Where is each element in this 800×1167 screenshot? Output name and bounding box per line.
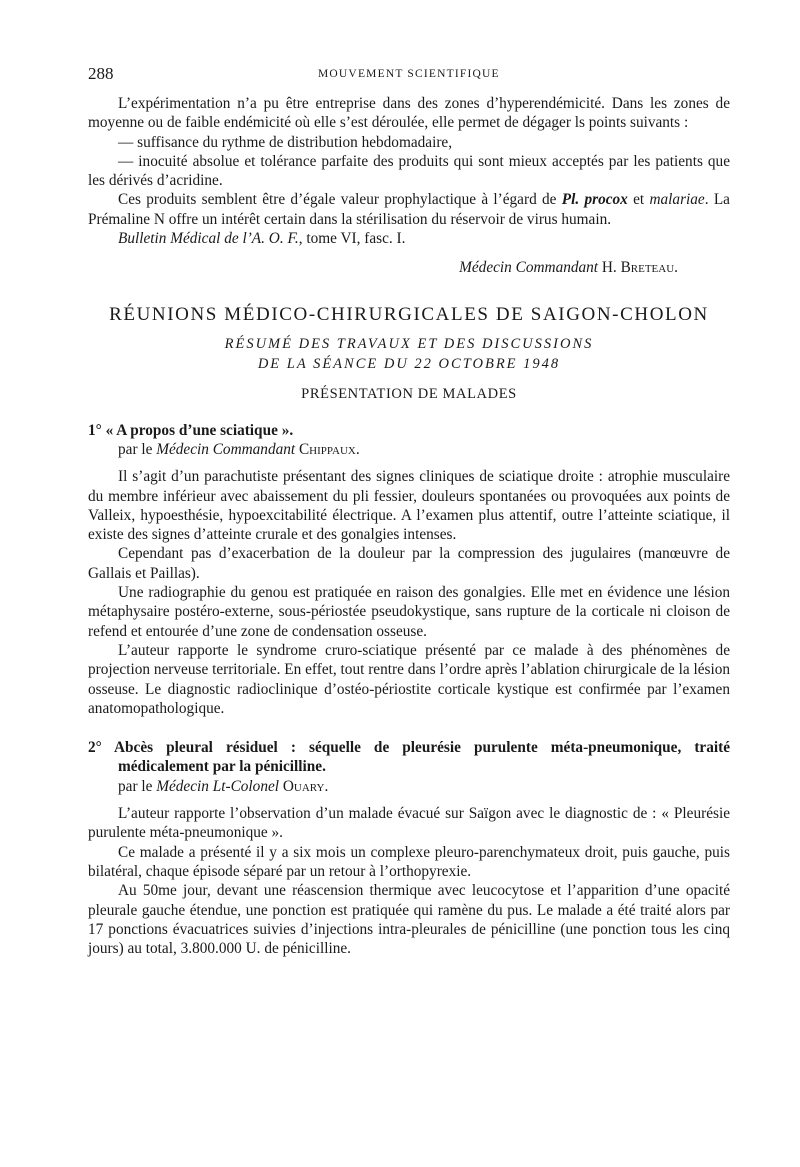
species-name: Pl. procox: [561, 191, 628, 209]
text-span: Ces produits semblent être d’égale valeur prophylactique à l’égard de: [118, 191, 562, 209]
reference-title: Bulletin Médical de l’A. O. F.: [118, 230, 299, 248]
case-byline: [88, 777, 730, 796]
body-paragraph: Une radiographie du genou est pratiquée en raison des gonalgies. Elle met en évidence une lésion métaphysaire postéro-externe, sous-périostée pseudokystique, sans rupture de la corticale ni cloison de refend et entourée d’une zone de condensation osseuse.: [88, 584, 730, 640]
body-paragraph: L’auteur rapporte l’observation d’un malade évacué sur Saïgon avec le diagnostic de : « Pleurésie purulente méta-pneumonique ».: [88, 805, 730, 842]
byline-prefix: par le: [118, 440, 157, 458]
running-head: MOUVEMENT SCIENTIFIQUE: [318, 68, 500, 80]
text-span: et: [627, 191, 650, 209]
main-title: RÉUNIONS MÉDICO-CHIRURGICALES DE SAIGON-CHOLON: [109, 303, 709, 325]
document-page: [88, 62, 730, 958]
intro-bullet: — inocuité absolue et tolérance parfaite des produits qui sont mieux acceptés par les patients que les dérivés d’acridine.: [88, 152, 730, 190]
body-paragraph: L’auteur rapporte le syndrome cruro-sciatique présenté par ce malade à des phénomènes de projection nerveuse territoriale. En effet, tout rentre dans l’ordre après l’ablation chirurgicale de la lésion osseuse. Le diagnostic radioclinique d’ostéo-périostite corticale kystique est confirmée par l’examen anatomopathologique.: [88, 641, 730, 717]
case-heading: 2° Abcès pleural résiduel : séquelle de pleurésie purulente méta-pneumonique, traité médicalement par la pénicilline.: [88, 739, 730, 776]
case-heading: 1° « A propos d’une sciatique ».: [88, 421, 294, 439]
subtitle: RÉSUMÉ DES TRAVAUX ET DES DISCUSSIONS: [224, 335, 594, 352]
page-header: [88, 62, 730, 86]
body-paragraph: Au 50me jour, devant une réascension thermique avec leucocytose et l’apparition d’une opacité pleurale gauche étendue, une ponction est pratiquée qui ramène du pus. Le malade a été traité alors par 17 ponctions évacuatrices suivies d’injections intra-pleurales de pénicilline (une ponction tous les cinq jours) au total, 3.800.000 U. de pénicilline.: [88, 882, 730, 958]
body-paragraph: Ce malade a présenté il y a six mois un complexe pleuro-parenchymateux droit, puis gauche, puis bilatéral, chaque épisode séparé par un retour à l’orthopyrexie.: [88, 843, 730, 880]
body-paragraph: Cependant pas d’exacerbation de la douleur par la compression des jugulaires (manœuvre de Gallais et Paillas).: [88, 545, 730, 582]
signature-title: Médecin Commandant: [459, 259, 599, 277]
author-name: Chippaux.: [295, 440, 360, 458]
intro-paragraph: [88, 190, 730, 229]
text-span: . La Prémaline N offre un intérêt certain dans la stérilisation du réservoir de virus humain.: [88, 191, 730, 228]
reference: [88, 229, 730, 248]
intro-bullet: — suffisance du rythme de distribution hebdomadaire,: [118, 133, 453, 151]
case-byline: [88, 440, 730, 459]
author-title: Médecin Commandant: [156, 440, 296, 458]
author-title: Médecin Lt-Colonel: [156, 777, 280, 795]
subtitle: DE LA SÉANCE DU 22 OCTOBRE 1948: [257, 355, 561, 372]
intro-paragraph: L’expérimentation n’a pu être entreprise dans des zones d’hyperendémicité. Dans les zones de moyenne ou de faible endémicité où elle s’est déroulée, elle permet de dégager ls points suivants :: [88, 95, 730, 132]
author-name: Ouary.: [279, 777, 329, 795]
section-heading: PRÉSENTATION DE MALADES: [301, 385, 517, 402]
signature: [88, 258, 730, 277]
signature-name: H. Breteau.: [598, 259, 678, 277]
reference-detail: , tome VI, fasc. I.: [298, 230, 406, 248]
byline-prefix: par le: [118, 777, 157, 795]
body-paragraph: Il s’agit d’un parachutiste présentant des signes cliniques de sciatique droite : atrophie musculaire du membre inférieur avec abaissement du pli fessier, douleurs spontanées ou provoquées aux points de Valleix, hypoesthésie, hypoexcitabilité électrique. A l’examen plus attentif, outre l’atteinte sciatique, il existe des signes d’atteinte crurale et des gonalgies intenses.: [88, 468, 730, 544]
page-number: 288: [88, 64, 114, 83]
species-name: malariae: [649, 191, 705, 209]
